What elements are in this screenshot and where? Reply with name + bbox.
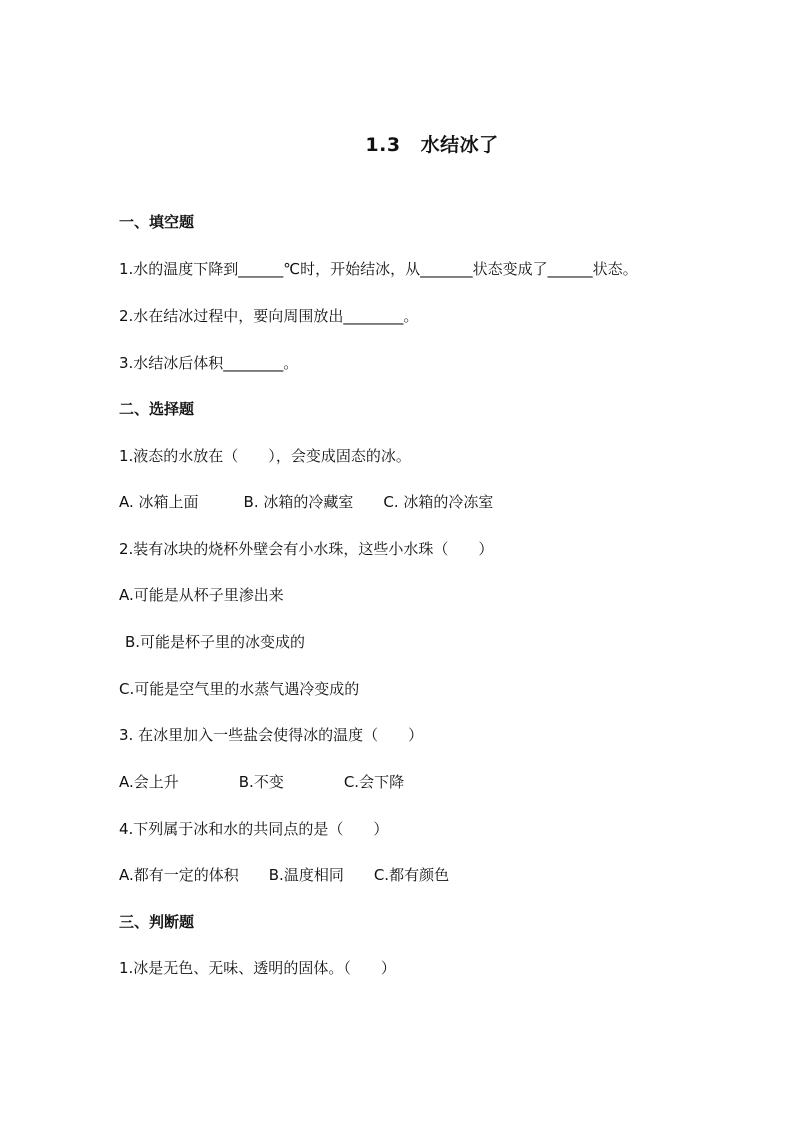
fill-question-1: 1.水的温度下降到______℃时，开始结冰，从_______状态变成了______状态。	[119, 260, 638, 278]
choice-section-heading: 二、选择题	[119, 400, 195, 418]
judge-section-heading: 三、判断题	[119, 913, 195, 931]
title-number: 1.3	[365, 134, 401, 156]
fill-section-heading: 一、填空题	[119, 213, 195, 231]
choice-question-2-option-c: C.可能是空气里的水蒸气遇冷变成的	[119, 680, 360, 698]
title-text: 水结冰了	[420, 134, 499, 156]
choice-question-4-options: A.都有一定的体积 B.温度相同 C.都有颜色	[119, 866, 450, 884]
choice-question-2-option-b: B.可能是杯子里的冰变成的	[125, 633, 306, 651]
judge-question-1: 1.冰是无色、无味、透明的固体。（ ）	[119, 959, 396, 977]
choice-question-2: 2.装有冰块的烧杯外壁会有小水珠，这些小水珠（ ）	[119, 540, 494, 558]
choice-question-3: 3. 在冰里加入一些盐会使得冰的温度（ ）	[119, 726, 424, 744]
fill-question-2: 2.水在结冰过程中，要向周围放出________。	[119, 307, 419, 325]
choice-question-1: 1.液态的水放在（ ），会变成固态的冰。	[119, 447, 411, 465]
choice-question-1-options: A. 冰箱上面 B. 冰箱的冷藏室 C. 冰箱的冷冻室	[119, 493, 494, 511]
choice-question-2-option-a: A.可能是从杯子里渗出来	[119, 586, 284, 604]
choice-question-3-options: A.会上升 B.不变 C.会下降	[119, 773, 405, 791]
page-title	[0, 130, 794, 157]
fill-question-3: 3.水结冰后体积________。	[119, 354, 299, 372]
choice-question-4: 4.下列属于冰和水的共同点的是（ ）	[119, 820, 389, 838]
